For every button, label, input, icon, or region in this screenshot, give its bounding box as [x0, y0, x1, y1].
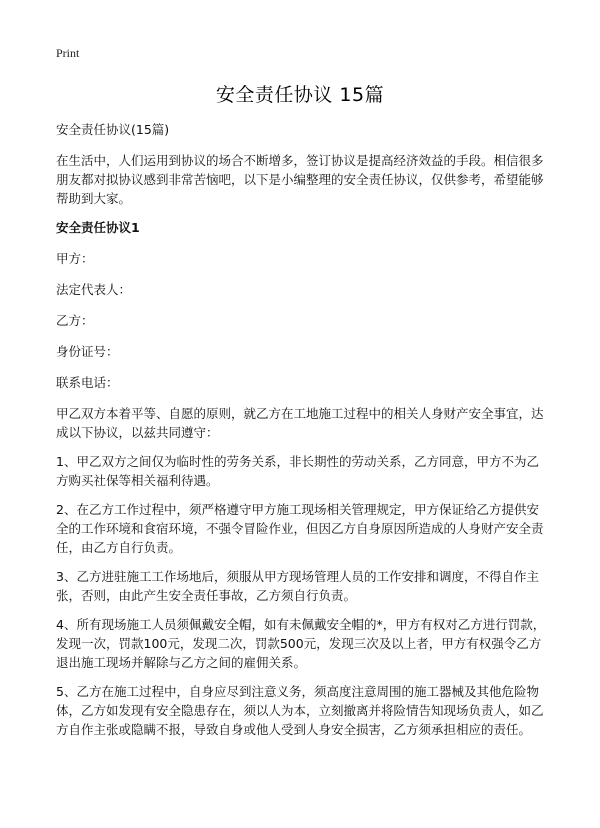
clause-1: 1、甲乙双方之间仅为临时性的劳务关系，非长期性的劳动关系，乙方同意，甲方不为乙方购买社保等相关福利待遇。	[56, 454, 539, 488]
document-title: 安全责任协议 15篇	[215, 84, 385, 106]
field-party-a: 甲方：	[56, 251, 94, 266]
intro-paragraph: 在生活中，人们运用到协议的场合不断增多，签订协议是提高经济效益的手段。相信很多朋友都对拟协议感到非常苦恼吧，以下是小编整理的安全责任协议，仅供参考，希望能够帮助到大家。	[56, 153, 544, 206]
section-heading: 安全责任协议1	[56, 220, 140, 235]
clause-4: 4、所有现场施工人员须佩戴安全帽，如有未佩戴安全帽的*，甲方有权对乙方进行罚款，发现一次，罚款100元，发现二次，罚款500元，发现三次及以上者，甲方有权强令乙方退出施工现场并解除与乙方之间的雇佣关系。	[56, 617, 546, 670]
document-subtitle: 安全责任协议(15篇)	[56, 122, 170, 137]
field-legal-representative: 法定代表人：	[56, 282, 132, 297]
clause-2: 2、在乙方工作过程中，须严格遵守甲方施工现场相关管理规定，甲方保证给乙方提供安全的工作环境和食宿环境，不强令冒险作业，但因乙方自身原因所造成的人身财产安全责任，由乙方自行负责。	[56, 502, 544, 555]
preamble-paragraph: 甲乙双方本着平等、自愿的原则，就乙方在工地施工过程中的相关人身财产安全事宜，达成以下协议，以兹共同遵守：	[56, 406, 544, 440]
field-id-number: 身份证号：	[56, 344, 119, 359]
clause-3: 3、乙方进驻施工工作场地后，须服从甲方现场管理人员的工作安排和调度，不得自作主张，否则，由此产生安全责任事故，乙方须自行负责。	[56, 569, 539, 603]
field-party-b: 乙方：	[56, 313, 94, 328]
print-link[interactable]: Print	[56, 46, 80, 60]
clause-5: 5、乙方在施工过程中，自身应尽到注意义务，须高度注意周围的施工器械及其他危险物体，乙方如发现有安全隐患存在，须以人为本，立刻撤离并将险情告知现场负责人，如乙方自作主张或隐瞒不报，导致自身或他人受到人身安全损害，乙方须承担相应的责任。	[56, 684, 544, 737]
field-phone: 联系电话：	[56, 375, 119, 390]
document-body	[56, 120, 546, 749]
